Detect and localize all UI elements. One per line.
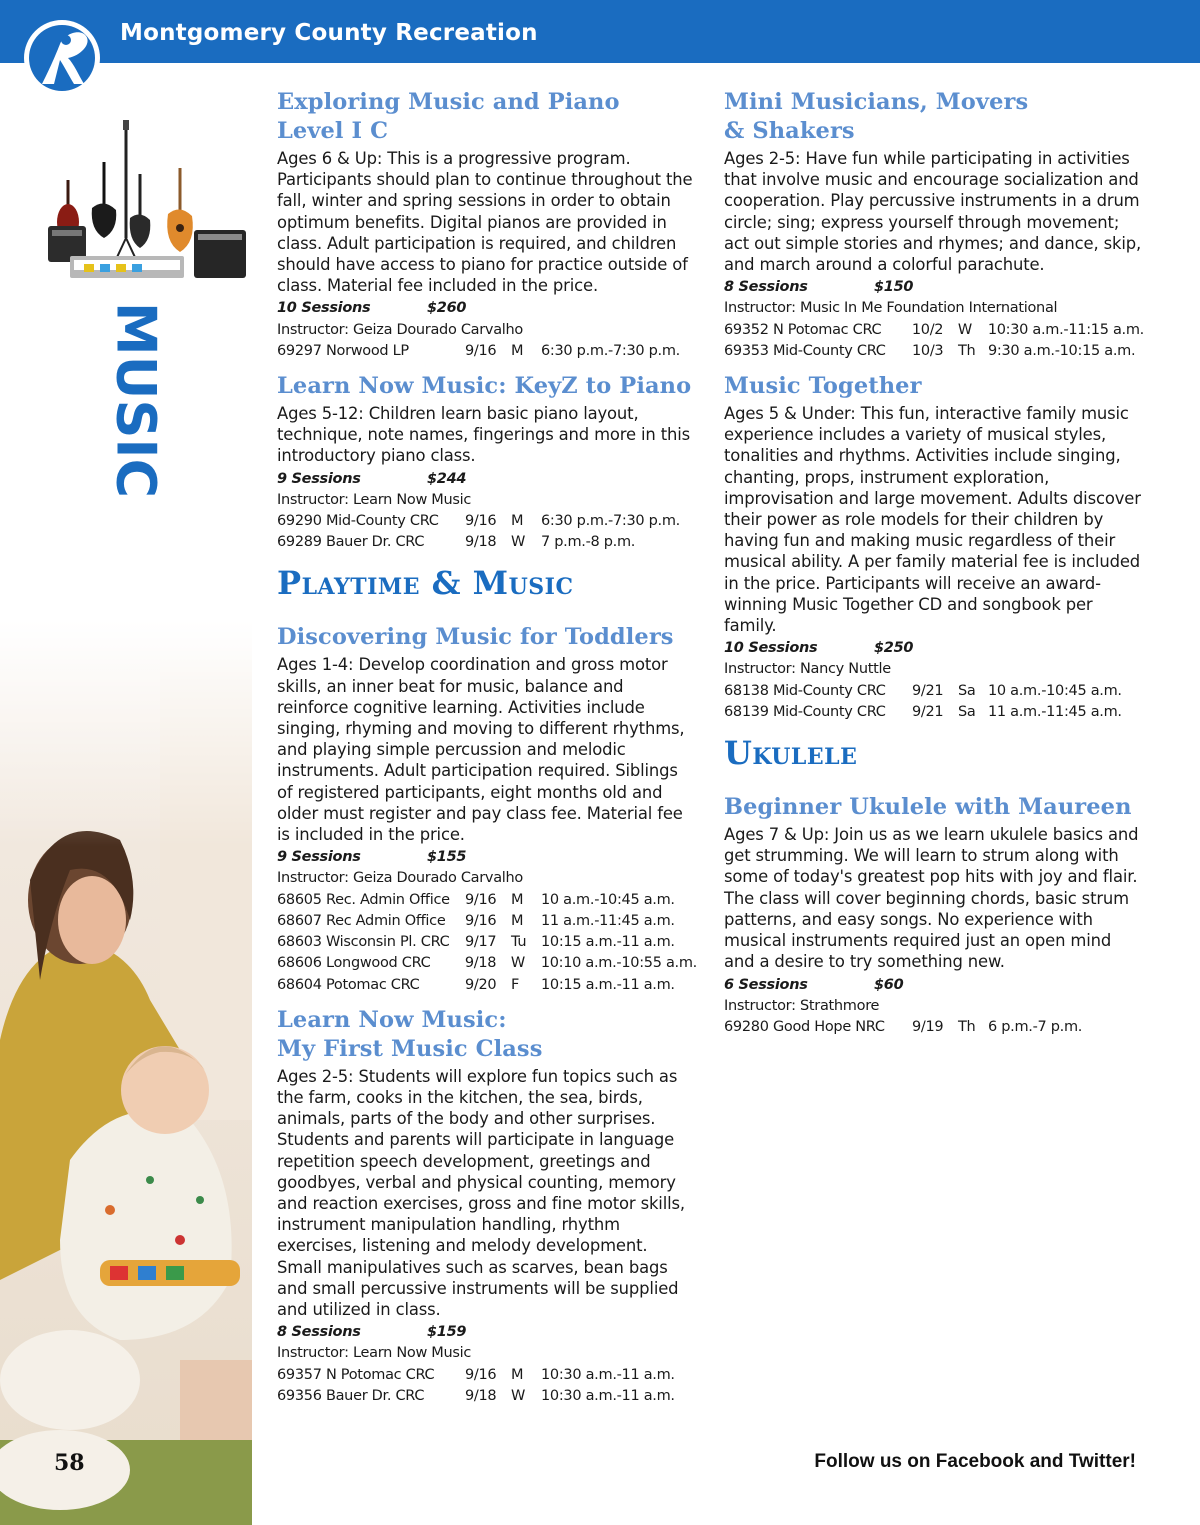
schedule-time: 10:15 a.m.-11 a.m. — [541, 976, 675, 993]
schedule-site: 69357 N Potomac CRC — [277, 1366, 435, 1383]
schedule-day: M — [511, 342, 524, 359]
schedule-date: 9/16 — [465, 342, 497, 359]
course-my-first-music-class — [277, 1006, 697, 1407]
course-meta — [277, 847, 697, 995]
schedule-row — [277, 932, 697, 953]
course-meta — [724, 638, 1144, 723]
schedule-day: W — [511, 534, 526, 551]
schedule-date: 10/3 — [912, 342, 944, 359]
schedule-site: 69290 Mid-County CRC — [277, 513, 439, 530]
page-number: 58 — [54, 1450, 85, 1476]
schedule-date: 10/2 — [911, 321, 944, 338]
schedule-row — [277, 953, 697, 974]
session-count: 8 Sessions — [724, 279, 808, 296]
session-count: 8 Sessions — [277, 1324, 361, 1341]
montgomery-recreation-logo-icon — [22, 14, 106, 104]
schedule-row — [277, 975, 697, 996]
course-meta — [277, 469, 697, 554]
instructor-line: Instructor: Learn Now Music — [277, 1345, 472, 1362]
course-description: Ages 6 & Up: This is a progressive program. Participants should plan to continue throughout the fall, winter and spring sessions in order to obtain optimum benefits. Digital pianos are provided in class. Adult participation is required, and children should have access to piano for practice outside of class. Material fee included in the price. — [277, 149, 693, 296]
schedule-time: 10:30 a.m.-11 a.m. — [541, 1366, 675, 1383]
course-title-line: Exploring Music and Piano — [277, 89, 620, 115]
course-title: Discovering Music for Toddlers — [277, 624, 674, 651]
schedule-day: M — [511, 1366, 524, 1383]
course-description: Ages 1-4: Develop coordination and gross motor skills, an inner beat for music, balance and reinforce cognitive learning. Activities include singing, rhyming and moving to different rhythms, and playing simple percussion and melodic instruments. Adult participation required. Siblings of registered participants, eight months old and older must register and pay class fee. Material fee is included in the price. — [277, 655, 685, 845]
schedule-day: W — [957, 321, 972, 338]
schedule-date: 9/16 — [465, 912, 497, 929]
schedule-site: 68607 Rec Admin Office — [277, 912, 446, 929]
schedule-row — [724, 341, 1144, 362]
sessions-line — [277, 847, 697, 868]
schedule-row — [724, 1017, 1144, 1038]
schedule-site: 68606 Longwood CRC — [277, 955, 431, 972]
course-title — [724, 88, 1144, 146]
course-music-together — [724, 372, 1144, 723]
schedule-date: 9/21 — [912, 703, 944, 720]
schedule-date: 9/18 — [464, 955, 497, 972]
course-title-line: & Shakers — [724, 118, 855, 144]
course-meta — [724, 975, 1144, 1039]
course-meta — [277, 298, 697, 362]
sessions-line — [724, 975, 1144, 996]
course-title-line: Level I C — [277, 118, 389, 144]
course-title: Beginner Ukulele with Maureen — [724, 794, 1132, 821]
course-mini-musicians — [724, 88, 1144, 362]
course-price: $155 — [427, 849, 467, 866]
schedule-day: M — [511, 891, 524, 908]
course-description: Ages 2-5: Have fun while participating in activities that involve music and encourage socialization and cooperation. Play percussive instruments in a drum circle; sing; express yourself through movement; act out simple stories and rhymes; and dance, skip, and march around a colorful parachute. — [724, 149, 1142, 275]
schedule-row — [277, 911, 697, 932]
course-discovering-music-toddlers — [277, 623, 697, 995]
session-count: 9 Sessions — [277, 849, 361, 866]
left-column — [277, 88, 697, 1417]
instructor-line: Instructor: Learn Now Music — [277, 491, 472, 508]
header-bar — [0, 0, 1200, 63]
schedule-date: 9/18 — [465, 534, 497, 551]
session-count: 10 Sessions — [277, 300, 371, 317]
instructor-line: Instructor: Geiza Dourado Carvalho — [277, 870, 523, 887]
schedule-day: W — [511, 1387, 526, 1404]
course-title-line: Mini Musicians, Movers — [724, 89, 1029, 115]
course-meta — [724, 277, 1144, 362]
schedule-time: 6:30 p.m.-7:30 p.m. — [541, 342, 680, 359]
course-title-line: My First Music Class — [277, 1035, 543, 1062]
course-price: $250 — [874, 640, 914, 657]
course-exploring-music-piano — [277, 88, 697, 362]
course-description: Ages 5-12: Children learn basic piano layout, technique, note names, fingerings and more in this introductory piano class. — [277, 404, 691, 466]
schedule-row — [724, 702, 1144, 723]
schedule-row — [277, 511, 697, 532]
course-price: $260 — [427, 300, 467, 317]
schedule-time: 10:10 a.m.-10:55 a.m. — [540, 955, 697, 972]
course-title: Music Together — [724, 373, 922, 400]
schedule-time: 10:15 a.m.-11 a.m. — [541, 934, 675, 951]
schedule-row — [277, 1365, 697, 1386]
course-title: Learn Now Music: KeyZ to Piano — [277, 373, 692, 400]
schedule-site: 69353 Mid-County CRC — [724, 342, 886, 359]
schedule-time: 9:30 a.m.-10:15 a.m. — [988, 342, 1136, 359]
course-title — [277, 1006, 697, 1064]
schedule-site: 69352 N Potomac CRC — [724, 321, 882, 338]
session-count: 9 Sessions — [277, 470, 361, 487]
sessions-line — [277, 469, 697, 490]
instructor-line: Instructor: Geiza Dourado Carvalho — [277, 321, 523, 338]
course-description: Ages 7 & Up: Join us as we learn ukulele basics and get strumming. We will learn to strum along with some of today's greatest pop hits with joy and flair. The class will cover beginning chords, basic strum patterns, and easy songs. No experience with musical instruments required just an open mind and a desire to try something new. — [724, 825, 1139, 972]
side-label-text: MUSIC — [104, 301, 168, 499]
schedule-row — [277, 532, 697, 553]
schedule-site: 69356 Bauer Dr. CRC — [277, 1387, 425, 1404]
schedule-site: 69297 Norwood LP — [277, 342, 409, 359]
instructor-line: Instructor: Strathmore — [724, 997, 880, 1014]
right-column — [724, 88, 1144, 1048]
schedule-date: 9/19 — [912, 1018, 944, 1035]
schedule-row — [277, 1386, 697, 1407]
schedule-date: 9/17 — [465, 934, 497, 951]
schedule-time: 6:30 p.m.-7:30 p.m. — [541, 513, 680, 530]
schedule-row — [277, 341, 697, 362]
instructor-line: Instructor: Nancy Nuttle — [724, 661, 891, 678]
schedule-day: W — [510, 955, 525, 972]
schedule-time: 10 a.m.-10:45 a.m. — [541, 891, 675, 908]
section-heading-playtime-music: Playtime & Music — [277, 564, 574, 603]
schedule-time: 10:30 a.m.-11 a.m. — [541, 1387, 675, 1404]
schedule-date: 9/16 — [465, 891, 497, 908]
schedule-time: 10 a.m.-10:45 a.m. — [988, 682, 1122, 699]
schedule-day: F — [511, 976, 520, 993]
schedule-date: 9/16 — [465, 1366, 497, 1383]
schedule-row — [277, 890, 697, 911]
course-price: $60 — [874, 976, 904, 993]
schedule-date: 9/21 — [912, 682, 944, 699]
course-price: $244 — [427, 470, 467, 487]
course-description: Ages 5 & Under: This fun, interactive family music experience includes a variety of musical styles, tonalities and rhythms. Activities include singing, chanting, props, instrument exploration, improvisation and large movement. Adults discover their power as role models for their children by having fun and making music regardless of their musical ability. A per family material fee is included in the price. Participants will receive an award-winning Music Together CD and songbook per family. — [724, 404, 1141, 636]
course-price: $150 — [874, 279, 914, 296]
schedule-site: 68139 Mid-County CRC — [724, 703, 886, 720]
music-instruments-image — [44, 118, 254, 294]
schedule-date: 9/20 — [465, 976, 497, 993]
schedule-row — [724, 681, 1144, 702]
schedule-time: 7 p.m.-8 p.m. — [541, 534, 636, 551]
schedule-row — [724, 320, 1144, 341]
schedule-day: Th — [958, 342, 976, 359]
course-learn-now-keyz — [277, 372, 697, 553]
schedule-time: 11 a.m.-11:45 a.m. — [541, 912, 675, 929]
sessions-line — [724, 638, 1144, 659]
mother-and-baby-photo — [0, 620, 252, 1525]
session-count: 10 Sessions — [724, 640, 818, 657]
course-description: Ages 2-5: Students will explore fun topics such as the farm, cooks in the kitchen, the sea, birds, animals, parts of the body and other surprises. Students and parents will participate in language repetition speech development, greetings and goodbyes, verbal and physical counting, memory and reaction exercises, gross and fine motor skills, instrument manipulation handling, rhythm exercises, listening and melody development. Small manipulatives such as scarves, bean bags and small percussive instruments will be supplied and utilized in class. — [277, 1066, 685, 1319]
schedule-site: 69280 Good Hope NRC — [724, 1018, 885, 1035]
sessions-line — [724, 277, 1144, 298]
schedule-time: 11 a.m.-11:45 a.m. — [988, 703, 1122, 720]
schedule-time: 10:30 a.m.-11:15 a.m. — [987, 321, 1144, 338]
schedule-day: Sa — [958, 703, 976, 720]
course-title — [277, 88, 697, 146]
schedule-site: 68138 Mid-County CRC — [724, 682, 886, 699]
course-title-line: Learn Now Music: — [277, 1006, 507, 1033]
schedule-site: 68603 Wisconsin Pl. CRC — [277, 934, 450, 951]
schedule-day: Sa — [958, 682, 976, 699]
schedule-site: 69289 Bauer Dr. CRC — [277, 534, 425, 551]
sessions-line — [277, 1322, 697, 1343]
section-heading-ukulele: Ukulele — [724, 734, 858, 773]
course-beginner-ukulele — [724, 793, 1144, 1038]
course-price: $159 — [427, 1324, 467, 1341]
session-count: 6 Sessions — [724, 976, 808, 993]
schedule-site: 68604 Potomac CRC — [277, 976, 420, 993]
instructor-line: Instructor: Music In Me Foundation International — [724, 300, 1058, 317]
schedule-day: Th — [958, 1018, 976, 1035]
music-side-label — [92, 300, 172, 500]
schedule-site: 68605 Rec. Admin Office — [277, 891, 450, 908]
header-title: Montgomery County Recreation — [120, 20, 538, 46]
sessions-line — [277, 298, 697, 319]
schedule-day: M — [511, 513, 524, 530]
schedule-day: Tu — [511, 934, 527, 951]
schedule-time: 6 p.m.-7 p.m. — [988, 1018, 1083, 1035]
schedule-day: M — [511, 912, 524, 929]
course-meta — [277, 1322, 697, 1407]
schedule-date: 9/16 — [465, 513, 497, 530]
schedule-date: 9/18 — [465, 1387, 497, 1404]
footer-social-text: Follow us on Facebook and Twitter! — [814, 1451, 1136, 1472]
